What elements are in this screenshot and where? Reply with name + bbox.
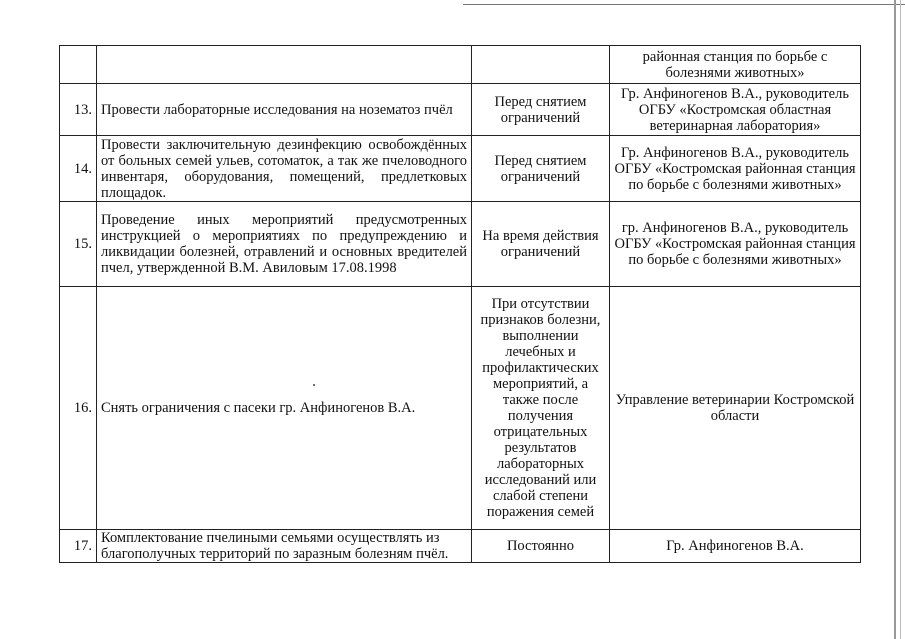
deadline-text: Постоянно <box>472 530 610 563</box>
measures-table <box>59 45 861 563</box>
scan-edge-top <box>463 4 905 5</box>
row-number <box>60 46 97 84</box>
deadline-text: На время действия ограничений <box>472 202 610 287</box>
row-number: 16. <box>60 287 97 530</box>
responsible-text: районная станция по борьбе с болезнями животных» <box>610 46 861 84</box>
deadline-text <box>472 46 610 84</box>
row-number: 15. <box>60 202 97 287</box>
table-row <box>60 136 861 202</box>
deadline-text: Перед снятием ограничений <box>472 136 610 202</box>
measure-text: Провести лабораторные исследования на нозематоз пчёл <box>97 84 472 136</box>
measure-text: Проведение иных мероприятий предусмотренных инструкцией о мероприятиях по предупреждению и ликвидации болезней, отравлений и основных вредителей пчел, утвержденной В.М. Авиловым 17.08.1998 <box>97 202 472 287</box>
measure-text: Провести заключительную дезинфекцию освобождённых от больных семей ульев, сотоматок, а так же пчеловодного инвентаря, оборудования, помещений, предлетковых площадок. <box>97 136 472 202</box>
row-number: 13. <box>60 84 97 136</box>
table-row <box>60 202 861 287</box>
scan-edge-right <box>894 0 896 639</box>
responsible-text: Управление ветеринарии Костромской области <box>610 287 861 530</box>
measure-text: Снять ограничения с пасеки гр. Анфиногенов В.А. <box>97 287 472 530</box>
scan-edge-right-inner <box>900 0 901 639</box>
deadline-text: Перед снятием ограничений <box>472 84 610 136</box>
row-number: 14. <box>60 136 97 202</box>
table-row <box>60 287 861 530</box>
row-number: 17. <box>60 530 97 563</box>
measure-text <box>97 46 472 84</box>
responsible-text: Гр. Анфиногенов В.А., руководитель ОГБУ «Костромская областная ветеринарная лаборатория» <box>610 84 861 136</box>
deadline-text: При отсутствии признаков болезни, выполнении лечебных и профилактических мероприятий, а также после получения отрицательных результатов лабораторных исследований или слабой степени поражения семей <box>472 287 610 530</box>
responsible-text: Гр. Анфиногенов В.А. <box>610 530 861 563</box>
responsible-text: гр. Анфиногенов В.А., руководитель ОГБУ «Костромская районная станция по борьбе с болезнями животных» <box>610 202 861 287</box>
responsible-text: Гр. Анфиногенов В.А., руководитель ОГБУ «Костромская районная станция по борьбе с болезнями животных» <box>610 136 861 202</box>
measure-text: Комплектование пчелиными семьями осуществлять из благополучных территорий по заразным болезням пчёл. <box>97 530 472 563</box>
table-row <box>60 46 861 84</box>
table-row <box>60 84 861 136</box>
table-row <box>60 530 861 563</box>
